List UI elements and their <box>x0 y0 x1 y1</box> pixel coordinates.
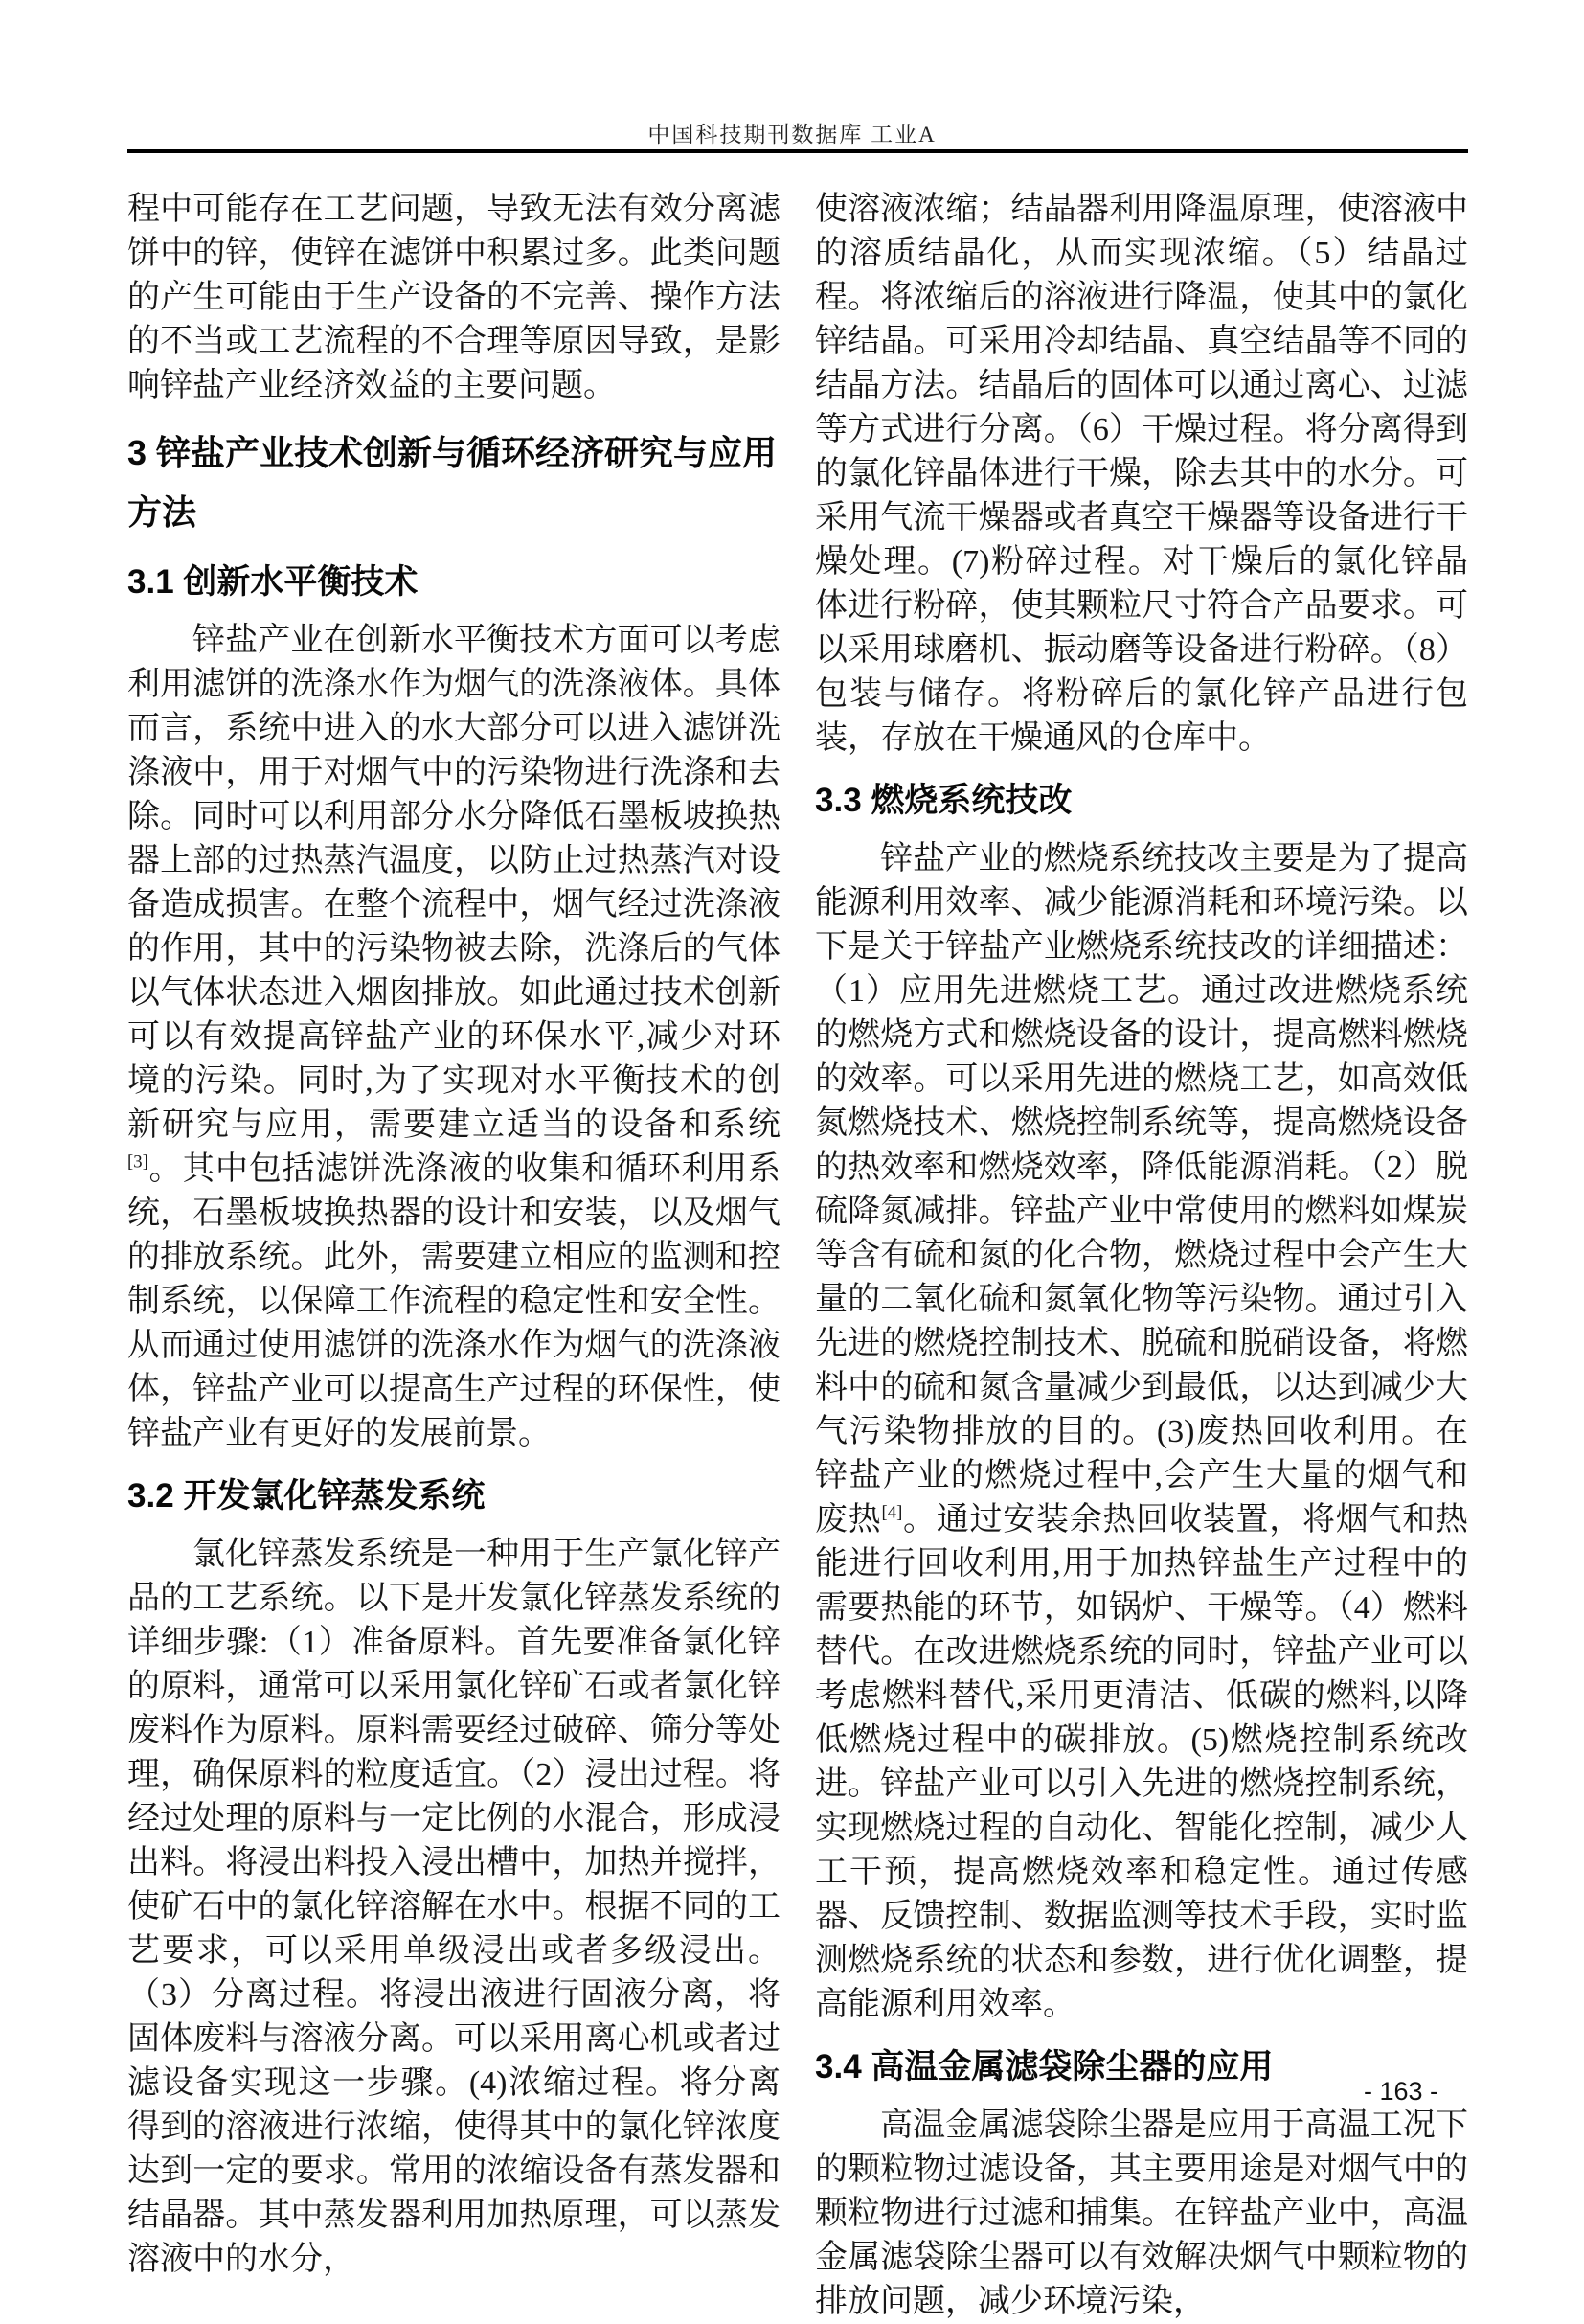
paragraph <box>815 188 1468 761</box>
subsection-heading <box>127 1473 781 1519</box>
paragraph <box>127 619 781 1456</box>
text-run: 氯化锌蒸发系统是一种用于生产氯化锌产品的工艺系统。以下是开发氯化锌蒸发系统的详细步骤:（1）准备原料。首先要准备氯化锌的原料，通常可以采用氯化锌矿石或者氯化锌废料作为原料。原料需要经过破碎、筛分等处理，确保原料的粒度适宜。（2）浸出过程。将经过处理的原料与一定比例的水混合，形成浸出料。将浸出料投入浸出槽中，加热并搅拌，使矿石中的氯化锌溶解在水中。根据不同的工艺要求，可以采用单级浸出或者多级浸出。（3）分离过程。将浸出液进行固液分离，将固体废料与溶液分离。可以采用离心机或者过滤设备实现这一步骤。(4)浓缩过程。将分离得到的溶液进行浓缩，使得其中的氯化锌浓度达到一定的要求。常用的浓缩设备有蒸发器和结晶器。其中蒸发器利用加热原理，可以蒸发溶液中的水分， <box>127 1537 781 2277</box>
left-column <box>127 188 781 2282</box>
page-number: - 163 - <box>1363 2077 1438 2106</box>
citation-ref: [4] <box>881 1502 903 1523</box>
subsection-heading <box>815 778 1468 824</box>
text-run: 高温金属滤袋除尘器是应用于高温工况下的颗粒物过滤设备，其主要用途是对烟气中的颗粒物进行过滤和捕集。在锌盐产业中，高温金属滤袋除尘器可以有效解决烟气中颗粒物的排放问题，减少环境污染， <box>815 2108 1468 2319</box>
journal-header: 中国科技期刊数据库 工业A <box>647 123 937 147</box>
text-run: 使溶液浓缩；结晶器利用降温原理，使溶液中的溶质结晶化，从而实现浓缩。（5）结晶过程。将浓缩后的溶液进行降温，使其中的氯化锌结晶。可采用冷却结晶、真空结晶等不同的结晶方法。结晶后的固体可以通过离心、过滤等方式进行分离。（6）干燥过程。将分离得到的氯化锌晶体进行干燥，除去其中的水分。可采用气流干燥器或者真空干燥器等设备进行干燥处理。(7)粉碎过程。对干燥后的氯化锌晶体进行粉碎，使其颗粒尺寸符合产品要求。可以采用球磨机、振动磨等设备进行粉碎。（8）包装与储存。将粉碎后的氯化锌产品进行包装，存放在干燥通风的仓库中。 <box>815 192 1468 756</box>
text-run: 3 锌盐产业技术创新与循环经济研究与应用方法 <box>127 433 778 532</box>
header-rule <box>127 149 1468 153</box>
section-heading <box>127 423 781 542</box>
subsection-heading <box>127 559 781 605</box>
paragraph <box>815 837 1468 2027</box>
text-run: 3.2 开发氯化锌蒸发系统 <box>127 1477 486 1515</box>
citation-ref: [3] <box>127 1151 148 1173</box>
text-run: 锌盐产业在创新水平衡技术方面可以考虑利用滤饼的洗涤水作为烟气的洗涤液体。具体而言，系统中进入的水大部分可以进入滤饼洗涤液中，用于对烟气中的污染物进行洗涤和去除。同时可以利用部分水分降低石墨板坡换热器上部的过热蒸汽温度，以防止过热蒸汽对设备造成损害。在整个流程中，烟气经过洗涤液的作用，其中的污染物被去除，洗涤后的气体以气体状态进入烟囱排放。如此通过技术创新可以有效提高锌盐产业的环保水平,减少对环境的污染。同时,为了实现对水平衡技术的创新研究与应用，需要建立适当的设备和系统 <box>127 623 781 1143</box>
text-run: 3.3 燃烧系统技改 <box>815 782 1073 819</box>
paragraph <box>127 1533 781 2282</box>
text-run: 锌盐产业的燃烧系统技改主要是为了提高能源利用效率、减少能源消耗和环境污染。以下是关于锌盐产业燃烧系统技改的详细描述：（1）应用先进燃烧工艺。通过改进燃烧系统的燃烧方式和燃烧设备的设计，提高燃料燃烧的效率。可以采用先进的燃烧工艺，如高效低氮燃烧技术、燃烧控制系统等，提高燃烧设备的热效率和燃烧效率，降低能源消耗。（2）脱硫降氮减排。锌盐产业中常使用的燃料如煤炭等含有硫和氮的化合物，燃烧过程中会产生大量的二氧化硫和氮氧化物等污染物。通过引入先进的燃烧控制技术、脱硫和脱硝设备，将燃料中的硫和氮含量减少到最低，以达到减少大气污染物排放的目的。(3)废热回收利用。在锌盐产业的燃烧过程中,会产生大量的烟气和废热 <box>815 841 1468 1538</box>
text-run: 3.4 高温金属滤袋除尘器的应用 <box>815 2048 1274 2085</box>
text-run: 。其中包括滤饼洗涤液的收集和循环利用系统，石墨板坡换热器的设计和安装，以及烟气的排放系统。此外，需要建立相应的监测和控制系统，以保障工作流程的稳定性和安全性。从而通过使用滤饼的洗涤水作为烟气的洗涤液体，锌盐产业可以提高生产过程的环保性，使锌盐产业有更好的发展前景。 <box>127 1151 781 1451</box>
paragraph <box>815 2104 1468 2324</box>
text-run: 程中可能存在工艺问题，导致无法有效分离滤饼中的锌，使锌在滤饼中积累过多。此类问题的产生可能由于生产设备的不完善、操作方法的不当或工艺流程的不合理等原因导致，是影响锌盐产业经济效益的主要问题。 <box>127 192 781 403</box>
paragraph <box>127 188 781 408</box>
text-run: 3.1 创新水平衡技术 <box>127 563 419 601</box>
text-run: 。通过安装余热回收装置，将烟气和热能进行回收利用,用于加热锌盐生产过程中的需要热能的环节，如锅炉、干燥等。（4）燃料替代。在改进燃烧系统的同时，锌盐产业可以考虑燃料替代,采用更清洁、低碳的燃料,以降低燃烧过程中的碳排放。(5)燃烧控制系统改进。锌盐产业可以引入先进的燃烧控制系统，实现燃烧过程的自动化、智能化控制，减少人工干预，提高燃烧效率和稳定性。通过传感器、反馈控制、数据监测等技术手段，实时监测燃烧系统的状态和参数，进行优化调整，提高能源利用效率。 <box>815 1502 1469 2022</box>
right-column <box>815 188 1468 2324</box>
